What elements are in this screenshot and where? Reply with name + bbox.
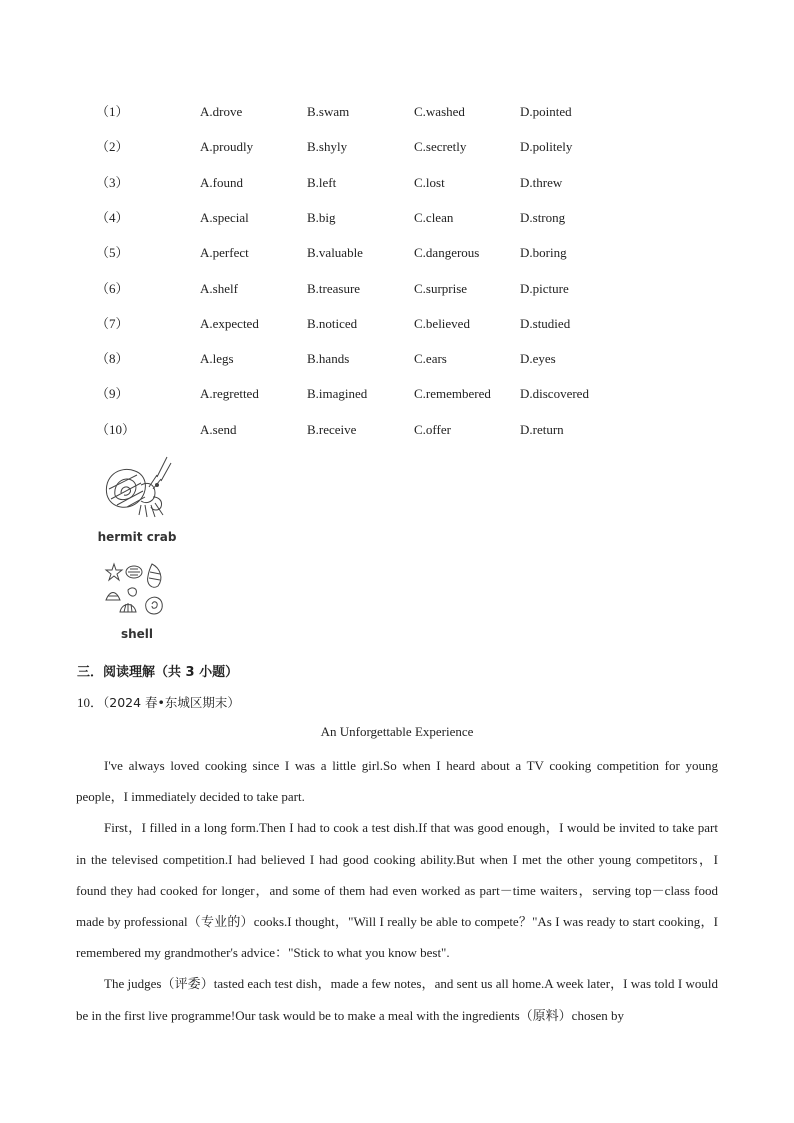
option-row bbox=[0, 136, 794, 158]
option-a: A.expected bbox=[200, 315, 259, 331]
option-c: C.washed bbox=[414, 104, 465, 119]
hermit-crab-caption: hermit crab bbox=[97, 530, 177, 544]
option-row bbox=[0, 313, 794, 335]
question-source: （2024 春•东城区期末） bbox=[103, 695, 240, 710]
option-b: B.noticed bbox=[307, 315, 358, 331]
option-a: A.send bbox=[200, 421, 237, 437]
option-c: C.lost bbox=[414, 174, 445, 190]
option-b: B.big bbox=[307, 209, 336, 225]
passage-body bbox=[76, 750, 718, 1031]
option-number: （4） bbox=[96, 209, 129, 225]
option-b: B.receive bbox=[307, 421, 357, 437]
passage-paragraph: I've always loved cooking since I was a little girl.So when I heard about a TV cooking competition for young people，I immediately decided to take part. bbox=[76, 758, 718, 805]
passage-paragraph: The judges（评委）tasted each test dish，made a few notes，and sent us all home.A week later，I was told I would be in the first live programme!Our task would be to make a meal with the ingredients（原料）chosen by bbox=[76, 976, 718, 1023]
option-row bbox=[0, 383, 794, 405]
option-c: C.remembered bbox=[414, 386, 491, 402]
option-number: （3） bbox=[96, 174, 129, 190]
shell-illustration bbox=[102, 560, 172, 622]
option-c: C.believed bbox=[414, 315, 470, 331]
option-number: （7） bbox=[96, 315, 129, 331]
option-a: A.special bbox=[200, 209, 249, 225]
option-c: C.clean bbox=[414, 209, 454, 225]
option-a: A.found bbox=[200, 174, 243, 190]
option-c: C.offer bbox=[414, 421, 451, 437]
option-b: B.left bbox=[307, 174, 337, 190]
option-b: B.shyly bbox=[307, 139, 348, 155]
option-number: （5） bbox=[96, 245, 129, 261]
option-b: B.treasure bbox=[307, 280, 361, 296]
option-a: A.regretted bbox=[200, 386, 259, 402]
option-d: D.discovered bbox=[520, 386, 589, 402]
option-a: A.perfect bbox=[200, 245, 249, 261]
option-row bbox=[0, 242, 794, 264]
option-row bbox=[0, 101, 794, 123]
option-d: D.eyes bbox=[520, 351, 556, 367]
option-a: A.drove bbox=[200, 104, 243, 119]
option-number: （2） bbox=[96, 139, 129, 155]
passage-paragraph: First，I filled in a long form.Then I had to cook a test dish.If that was good enough，I would be invited to take part in the televised competition.I had believed I had good cooking ability.But when I met the other young competitors，I found they had cooked for longer，and some of them had even worked as part－time waiters，serving top－class food made by professional（专业的）cooks.I thought，"Will I really be able to compete？"As I was ready to start cooking，I remembered my grandmother's advice："Stick to what you know best". bbox=[76, 820, 718, 961]
option-b: B.swam bbox=[307, 104, 350, 119]
option-b: B.valuable bbox=[307, 245, 363, 261]
option-row bbox=[0, 172, 794, 194]
option-d: D.picture bbox=[520, 280, 569, 296]
option-row bbox=[0, 348, 794, 370]
hermit-crab-illustration bbox=[97, 455, 177, 525]
hermit-crab-figure bbox=[92, 455, 182, 544]
section-heading: 三．阅读理解（共 3 小题） bbox=[77, 665, 239, 680]
option-number: （8） bbox=[96, 351, 129, 367]
question-header bbox=[77, 692, 240, 711]
option-c: C.dangerous bbox=[414, 245, 480, 261]
option-c: C.secretly bbox=[414, 139, 467, 155]
passage-title: An Unforgettable Experience bbox=[320, 724, 474, 739]
option-d: D.return bbox=[520, 421, 564, 437]
option-c: C.surprise bbox=[414, 280, 468, 296]
option-number: （1） bbox=[96, 104, 129, 119]
option-number: （9） bbox=[96, 386, 129, 402]
option-b: B.imagined bbox=[307, 386, 368, 402]
option-number: （10） bbox=[96, 421, 136, 437]
option-b: B.hands bbox=[307, 351, 350, 367]
option-number: （6） bbox=[96, 280, 129, 296]
option-a: A.legs bbox=[200, 351, 234, 367]
question-number: 10． bbox=[77, 695, 104, 710]
option-row bbox=[0, 278, 794, 300]
option-d: D.pointed bbox=[520, 104, 572, 119]
option-d: D.boring bbox=[520, 245, 567, 261]
shell-caption: shell bbox=[120, 627, 154, 641]
option-a: A.shelf bbox=[200, 280, 238, 296]
option-c: C.ears bbox=[414, 351, 447, 367]
option-d: D.studied bbox=[520, 315, 571, 331]
option-d: D.threw bbox=[520, 174, 563, 190]
shell-figure bbox=[92, 560, 182, 641]
option-row bbox=[0, 419, 794, 441]
option-d: D.politely bbox=[520, 139, 573, 155]
option-a: A.proudly bbox=[200, 139, 254, 155]
option-d: D.strong bbox=[520, 209, 566, 225]
option-row bbox=[0, 207, 794, 229]
